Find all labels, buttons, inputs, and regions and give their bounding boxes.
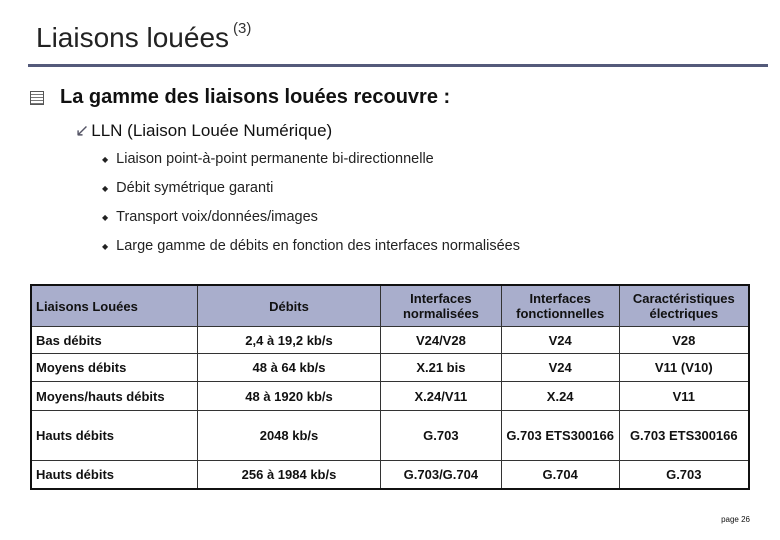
page-title <box>36 19 252 54</box>
table-cell: G.703/G.704 <box>381 461 502 489</box>
table-cell: V11 <box>619 382 749 411</box>
bullet-text: Large gamme de débits en fonction des interfaces normalisées <box>116 238 520 254</box>
bullet-text: Transport voix/données/images <box>116 209 318 225</box>
table-cell: 48 à 1920 kb/s <box>197 382 380 411</box>
table-cell: X.24 <box>501 382 619 411</box>
table-cell: 2048 kb/s <box>197 411 380 461</box>
arrow-bullet-icon: ↙ <box>75 121 90 140</box>
table-row <box>31 461 749 489</box>
table-cell: 256 à 1984 kb/s <box>197 461 380 489</box>
bullet-item: ◆ Débit symétrique garanti <box>102 180 274 196</box>
table-cell: Bas débits <box>31 327 197 354</box>
table-header-row <box>31 285 749 327</box>
table-cell: V24 <box>501 354 619 382</box>
sub-heading-text: LLN (Liaison Louée Numérique) <box>91 121 333 140</box>
table-cell: V24/V28 <box>381 327 502 354</box>
table-cell: X.24/V11 <box>381 382 502 411</box>
sub-heading <box>75 121 332 141</box>
table-row <box>31 327 749 354</box>
bullet-item: ◆ Transport voix/données/images <box>102 209 318 225</box>
table-row <box>31 411 749 461</box>
table-row <box>31 354 749 382</box>
title-text: Liaisons louées <box>36 22 230 53</box>
table-cell: X.21 bis <box>381 354 502 382</box>
table-cell: Hauts débits <box>31 461 197 489</box>
header-cell: Interfaces normalisées <box>381 285 502 327</box>
table-cell: V28 <box>619 327 749 354</box>
table-cell: 2,4 à 19,2 kb/s <box>197 327 380 354</box>
table-row <box>31 382 749 411</box>
table-cell: Hauts débits <box>31 411 197 461</box>
table-cell: G.703 ETS300166 <box>501 411 619 461</box>
leased-lines-table <box>30 284 750 490</box>
table-cell: V24 <box>501 327 619 354</box>
table-cell: 48 à 64 kb/s <box>197 354 380 382</box>
header-cell: Interfaces fonctionnelles <box>501 285 619 327</box>
table-cell: G.703 <box>381 411 502 461</box>
title-divider <box>28 64 768 67</box>
document-bullet-icon <box>30 91 44 105</box>
bullet-item: ◆ Large gamme de débits en fonction des interfaces normalisées <box>102 238 520 254</box>
bullet-item: ◆ Liaison point-à-point permanente bi-directionnelle <box>102 151 434 167</box>
intro-line <box>30 86 450 109</box>
table-cell: Moyens débits <box>31 354 197 382</box>
table-cell: G.704 <box>501 461 619 489</box>
table-cell: Moyens/hauts débits <box>31 382 197 411</box>
intro-text: La gamme des liaisons louées recouvre : <box>60 86 451 108</box>
table-cell: G.703 <box>619 461 749 489</box>
header-cell: Débits <box>197 285 380 327</box>
table-cell: V11 (V10) <box>619 354 749 382</box>
bullet-text: Débit symétrique garanti <box>116 180 274 196</box>
header-cell: Liaisons Louées <box>31 285 197 327</box>
page-number: page 26 <box>721 515 750 524</box>
title-suffix: (3) <box>233 19 252 37</box>
table-cell: G.703 ETS300166 <box>619 411 749 461</box>
header-cell: Caractéristiques électriques <box>619 285 749 327</box>
bullet-text: Liaison point-à-point permanente bi-directionnelle <box>116 151 434 167</box>
